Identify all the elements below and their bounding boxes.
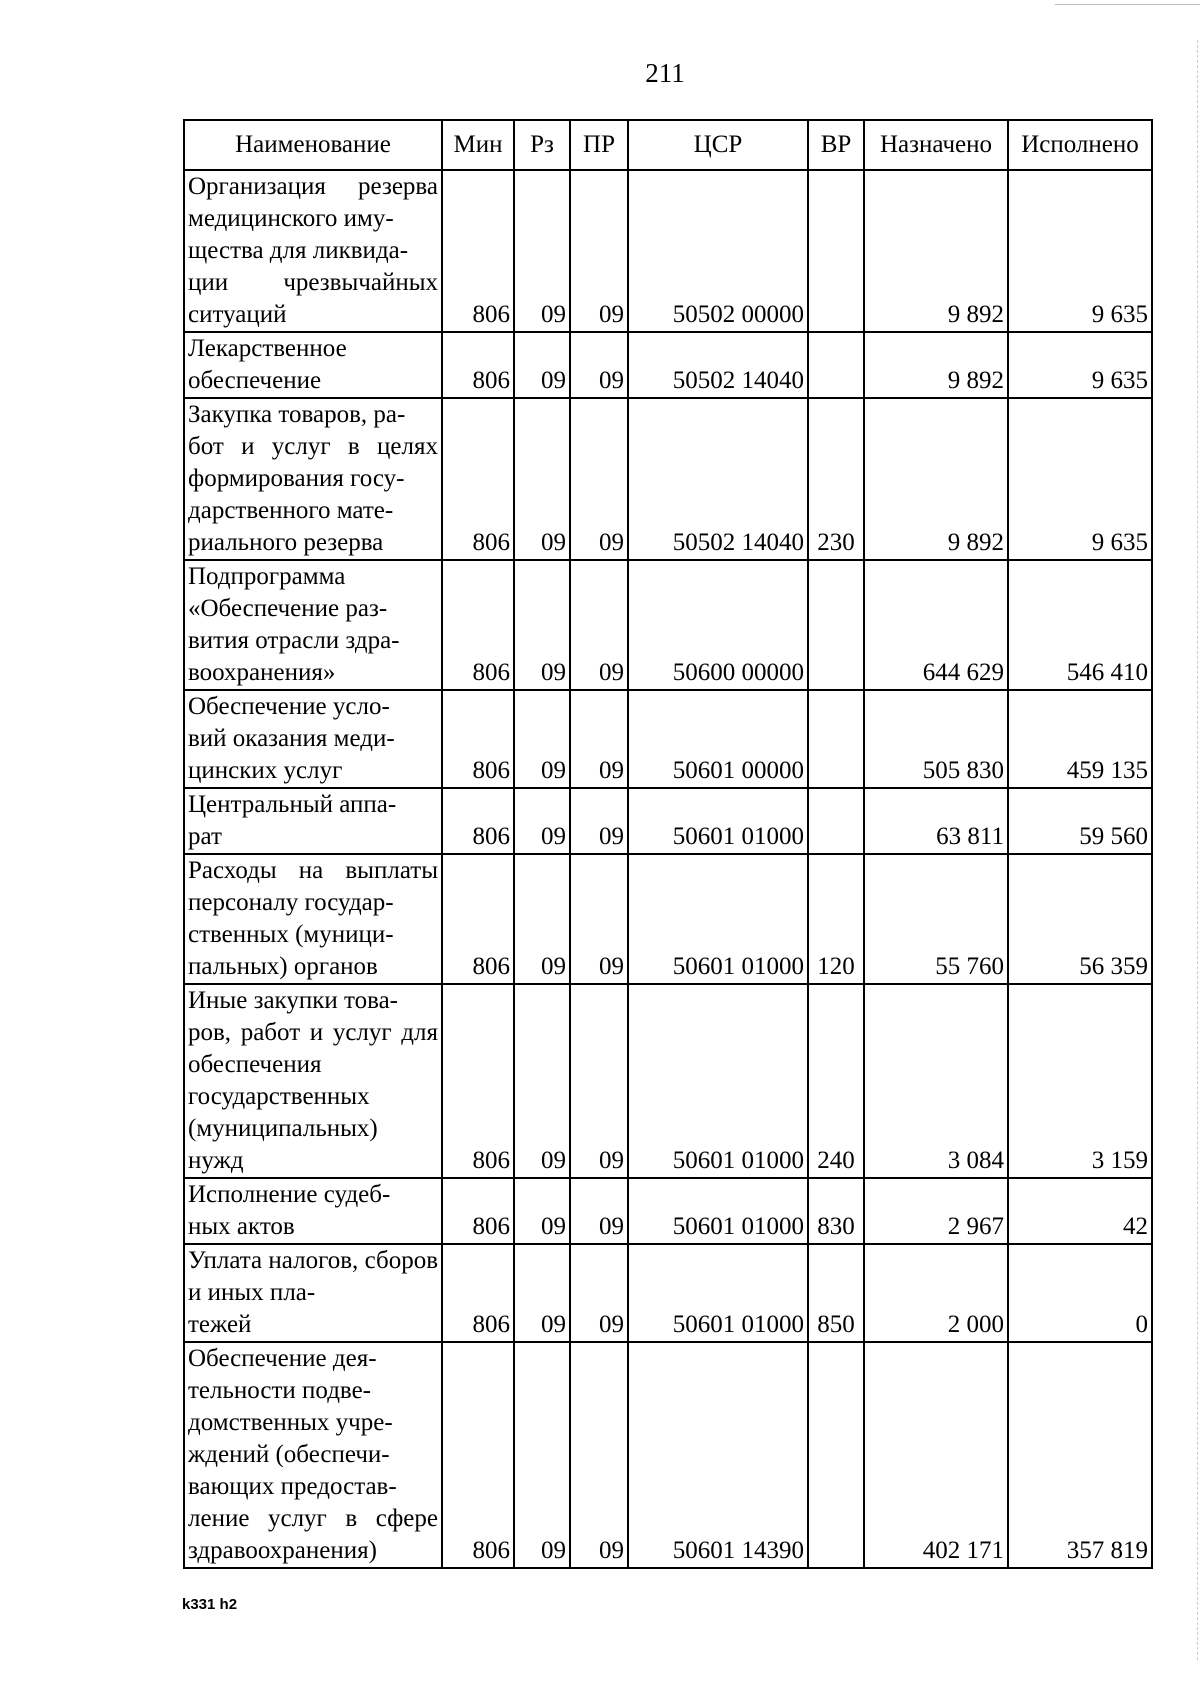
header-csr: ЦСР <box>628 120 808 170</box>
table-row <box>184 788 1152 854</box>
row-name: Подпрограмма «Обеспечение раз- вития отрасли здра- воохранения» <box>184 560 442 690</box>
row-rz: 09 <box>514 1178 570 1244</box>
row-assigned: 9 892 <box>864 332 1008 398</box>
row-min: 806 <box>442 398 514 560</box>
row-executed: 459 135 <box>1008 690 1152 788</box>
table-row <box>184 984 1152 1178</box>
row-name: Лекарственное обеспечение <box>184 332 442 398</box>
row-rz: 09 <box>514 690 570 788</box>
row-min: 806 <box>442 788 514 854</box>
row-min: 806 <box>442 332 514 398</box>
row-pr: 09 <box>570 788 628 854</box>
header-min: Мин <box>442 120 514 170</box>
table-row <box>184 170 1152 332</box>
row-pr: 09 <box>570 1342 628 1568</box>
row-pr: 09 <box>570 398 628 560</box>
footer-code: k331 h2 <box>182 1596 238 1613</box>
row-vr <box>808 690 864 788</box>
row-vr: 230 <box>808 398 864 560</box>
row-rz: 09 <box>514 854 570 984</box>
row-min: 806 <box>442 1244 514 1342</box>
right-edge-mark <box>1196 40 1198 1660</box>
row-min: 806 <box>442 984 514 1178</box>
row-name: Центральный аппа- рат <box>184 788 442 854</box>
row-name: Расходы на выплаты персоналу государ- ственных (муници- пальных) органов <box>184 854 442 984</box>
row-csr: 50601 01000 <box>628 788 808 854</box>
row-rz: 09 <box>514 984 570 1178</box>
table-header-row <box>184 120 1152 170</box>
row-csr: 50502 14040 <box>628 332 808 398</box>
row-pr: 09 <box>570 560 628 690</box>
budget-table <box>183 119 1153 1569</box>
row-executed: 3 159 <box>1008 984 1152 1178</box>
row-vr <box>808 332 864 398</box>
row-rz: 09 <box>514 560 570 690</box>
row-executed: 56 359 <box>1008 854 1152 984</box>
row-assigned: 402 171 <box>864 1342 1008 1568</box>
row-csr: 50601 01000 <box>628 854 808 984</box>
row-executed: 59 560 <box>1008 788 1152 854</box>
row-vr <box>808 1342 864 1568</box>
row-assigned: 505 830 <box>864 690 1008 788</box>
row-rz: 09 <box>514 1244 570 1342</box>
row-executed: 357 819 <box>1008 1342 1152 1568</box>
row-pr: 09 <box>570 170 628 332</box>
row-assigned: 55 760 <box>864 854 1008 984</box>
row-pr: 09 <box>570 332 628 398</box>
row-vr: 830 <box>808 1178 864 1244</box>
row-name: Организация резерва медицинского иму- щества для ликвида- ции чрезвычайных ситуаций <box>184 170 442 332</box>
row-csr: 50601 00000 <box>628 690 808 788</box>
row-pr: 09 <box>570 984 628 1178</box>
row-min: 806 <box>442 170 514 332</box>
row-rz: 09 <box>514 170 570 332</box>
header-assigned: Назначено <box>864 120 1008 170</box>
row-rz: 09 <box>514 332 570 398</box>
row-name: Уплата налогов, сборов и иных пла- тежей <box>184 1244 442 1342</box>
row-rz: 09 <box>514 788 570 854</box>
header-name: Наименование <box>184 120 442 170</box>
row-csr: 50502 00000 <box>628 170 808 332</box>
row-vr: 850 <box>808 1244 864 1342</box>
row-executed: 42 <box>1008 1178 1152 1244</box>
table-row <box>184 398 1152 560</box>
top-edge-rule <box>1055 4 1200 5</box>
table-row <box>184 1342 1152 1568</box>
row-name: Обеспечение дея- тельности подве- домственных учре- ждений (обеспечи- вающих предостав- ление услуг в сфере здравоохранения) <box>184 1342 442 1568</box>
row-pr: 09 <box>570 854 628 984</box>
row-name: Обеспечение усло- вий оказания меди- цинских услуг <box>184 690 442 788</box>
row-pr: 09 <box>570 690 628 788</box>
row-assigned: 63 811 <box>864 788 1008 854</box>
row-min: 806 <box>442 1342 514 1568</box>
row-executed: 0 <box>1008 1244 1152 1342</box>
row-name: Исполнение судеб- ных актов <box>184 1178 442 1244</box>
row-csr: 50502 14040 <box>628 398 808 560</box>
row-assigned: 2 967 <box>864 1178 1008 1244</box>
row-assigned: 9 892 <box>864 170 1008 332</box>
header-executed: Исполнено <box>1008 120 1152 170</box>
table-row <box>184 1178 1152 1244</box>
row-min: 806 <box>442 1178 514 1244</box>
row-csr: 50601 14390 <box>628 1342 808 1568</box>
row-name: Иные закупки това- ров, работ и услуг для обеспечения государственных (муниципальных) нужд <box>184 984 442 1178</box>
page-number: 211 <box>645 58 685 88</box>
table-row <box>184 854 1152 984</box>
row-pr: 09 <box>570 1244 628 1342</box>
row-executed: 9 635 <box>1008 332 1152 398</box>
row-executed: 9 635 <box>1008 170 1152 332</box>
row-csr: 50601 01000 <box>628 1244 808 1342</box>
row-rz: 09 <box>514 1342 570 1568</box>
row-vr <box>808 560 864 690</box>
row-assigned: 9 892 <box>864 398 1008 560</box>
row-assigned: 644 629 <box>864 560 1008 690</box>
table-row <box>184 690 1152 788</box>
row-vr: 120 <box>808 854 864 984</box>
row-csr: 50601 01000 <box>628 1178 808 1244</box>
row-name: Закупка товаров, ра- бот и услуг в целях формирования госу- дарственного мате- риального резерва <box>184 398 442 560</box>
header-pr: ПР <box>570 120 628 170</box>
table-row <box>184 332 1152 398</box>
row-rz: 09 <box>514 398 570 560</box>
header-rz: Рз <box>514 120 570 170</box>
row-csr: 50601 01000 <box>628 984 808 1178</box>
row-vr <box>808 170 864 332</box>
row-min: 806 <box>442 560 514 690</box>
row-vr: 240 <box>808 984 864 1178</box>
row-pr: 09 <box>570 1178 628 1244</box>
row-csr: 50600 00000 <box>628 560 808 690</box>
row-assigned: 2 000 <box>864 1244 1008 1342</box>
row-vr <box>808 788 864 854</box>
row-min: 806 <box>442 690 514 788</box>
row-assigned: 3 084 <box>864 984 1008 1178</box>
row-min: 806 <box>442 854 514 984</box>
table-row <box>184 560 1152 690</box>
row-executed: 546 410 <box>1008 560 1152 690</box>
row-executed: 9 635 <box>1008 398 1152 560</box>
header-vr: ВР <box>808 120 864 170</box>
table-row <box>184 1244 1152 1342</box>
